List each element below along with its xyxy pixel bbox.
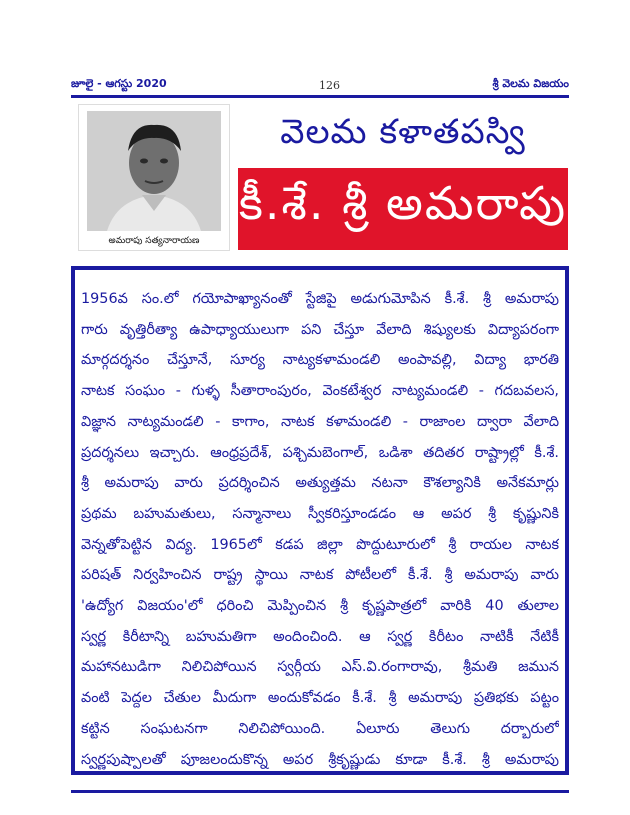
page-number: 126 — [319, 78, 341, 92]
banner-name: కీ.శే. శ్రీ అమరాపు — [238, 176, 568, 230]
article-frame — [71, 266, 569, 775]
portrait-box — [79, 105, 229, 250]
page-header — [71, 77, 569, 93]
body-line: స్వర్ణపుష్పాలతో పూజలందుకొన్న అపర శ్రీకృష్ణుడు కూడా కీ.శే. శ్రీ అమరాపు — [81, 751, 559, 768]
body-line: మహానటుడిగా నిలిచిపోయిన స్వర్గీయ ఎస్.వి.రంగారావు, శ్రీమతి జమున — [81, 659, 559, 676]
name-banner — [238, 168, 568, 250]
article-body — [81, 284, 559, 775]
body-line: 'ఉద్యోగ విజయం'లో ధరించి మెప్పించిన శ్రీ కృష్ణపాత్రలో వారికి 40 తులాల — [81, 598, 559, 615]
body-line: గారు వృత్తిరీత్యా ఉపాధ్యాయులుగా పని చేస్తూ వేలాది శిష్యులకు విద్యాపరంగా — [81, 321, 559, 338]
body-line: శ్రీ అమరాపు వారు ప్రదర్శించిన అత్యుత్తమ నటనా కౌశల్యానికి అనేకమార్లు — [81, 475, 559, 492]
body-line: కట్టిన సంఘటనగా నిలిచిపోయింది. ఏలూరు తెలుగు దర్బారులో — [81, 720, 559, 737]
body-line: పరిషత్ నిర్వహించిన రాష్ట్ర స్థాయి నాటక పోటీలలో కీ.శే. శ్రీ అమరాపు వారు — [81, 567, 559, 584]
body-line: విజ్ఞాన నాట్యమండలి - కాగాం, నాటక కళామండలి - రాజాంల ద్వారా వేలాది — [81, 413, 559, 430]
portrait-image — [87, 111, 221, 231]
article-title: వెలమ కళాతపస్వి — [280, 112, 526, 152]
body-line: స్వర్ణ కిరీటాన్ని బహుమతిగా అందించింది. ఆ స్వర్ణ కిరీటం నాటికీ నేటికీ — [81, 628, 559, 645]
body-line: 1956వ సం.లో గయోపాఖ్యానంతో స్టేజిపై అడుగుమోపిన కీ.శే. శ్రీ అమరాపు — [81, 291, 559, 307]
portrait-caption: అమరాపు సత్యనారాయణ — [108, 236, 200, 246]
body-line: మార్గదర్శనం చేస్తూనే, సూర్య నాట్యకళామండలి అంపావల్లి, విద్యా భారతి — [81, 352, 559, 369]
body-line: ప్రథమ బహుమతులు, సన్మానాలు స్వీకరిస్తూండడం ఆ అపర శ్రీ కృష్ణునికి — [81, 505, 559, 522]
body-line: వెన్నతోపెట్టిన విద్య. 1965లో కడప జిల్లా పొద్దుటూరులో శ్రీ రాయల నాటక — [81, 536, 559, 553]
footer-rule — [71, 790, 569, 793]
body-line: వంటి పెద్దల చేతుల మీదుగా అందుకోవడం కీ.శే. శ్రీ అమరాపు ప్రతిభకు పట్టం — [81, 690, 559, 707]
magazine-title: శ్రీ వెలమ విజయం — [492, 77, 569, 90]
header-rule — [71, 95, 569, 98]
portrait-photo — [87, 111, 221, 231]
body-line: ప్రదర్శనలు ఇచ్చారు. ఆంధ్రప్రదేశ్, పశ్చిమబెంగాల్, ఒడిశా తదితర రాష్ట్రాల్లో కీ.శే. — [81, 444, 559, 461]
body-line: నాటక సంఘం - గుళ్ళ సీతారాంపురం, వెంకటేశ్వర నాట్యమండలి - గదబవలస, — [81, 383, 559, 400]
issue-date: జూలై - ఆగస్టు 2020 — [71, 77, 167, 90]
